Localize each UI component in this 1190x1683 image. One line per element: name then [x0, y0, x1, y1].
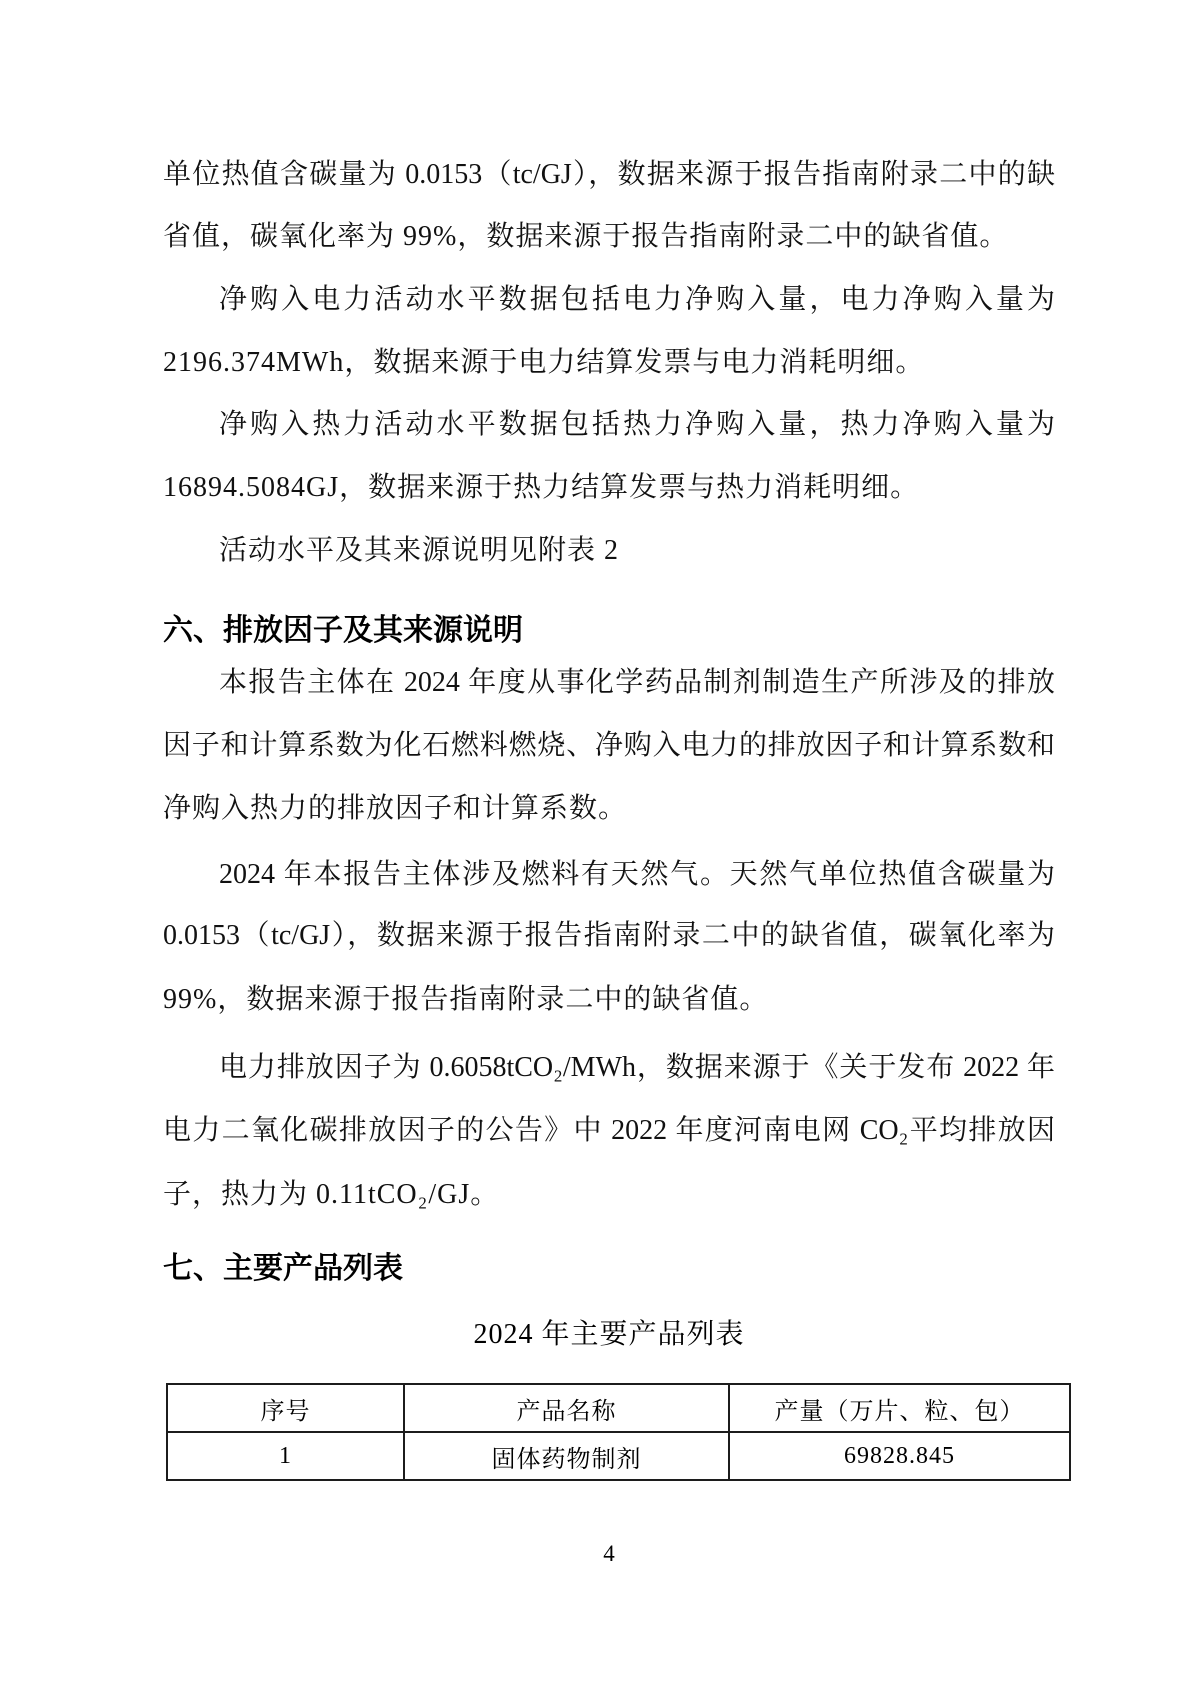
body-text-line: 因子和计算系数为化石燃料燃烧、净购入电力的排放因子和计算系数和 — [163, 730, 1055, 761]
table-row — [167, 1432, 1070, 1480]
products-table — [166, 1383, 1071, 1481]
cell-output: 69828.845 — [729, 1432, 1070, 1480]
body-text-line: 净购入热力活动水平数据包括热力净购入量，热力净购入量为 — [219, 409, 1055, 440]
body-text-line: 电力二氧化碳排放因子的公告》中 2022 年度河南电网 CO₂平均排放因 — [163, 1115, 1055, 1146]
column-header-output: 产量（万片、粒、包） — [729, 1384, 1070, 1432]
page-number: 4 — [603, 1541, 615, 1566]
body-text-line: 16894.5084GJ，数据来源于热力结算发票与热力消耗明细。 — [163, 472, 920, 503]
body-text-line: 净购入热力的排放因子和计算系数。 — [163, 793, 628, 824]
body-text-line: 2024 年本报告主体涉及燃料有天然气。天然气单位热值含碳量为 — [219, 859, 1055, 890]
body-text-line: 电力排放因子为 0.6058tCO₂/MWh，数据来源于《关于发布 2022 年 — [219, 1052, 1055, 1083]
cell-index: 1 — [167, 1432, 404, 1480]
body-text-line: 2196.374MWh，数据来源于电力结算发票与电力消耗明细。 — [163, 347, 925, 378]
section-heading-emission-factors: 六、排放因子及其来源说明 — [163, 614, 523, 647]
body-text-line: 99%，数据来源于报告指南附录二中的缺省值。 — [163, 984, 769, 1015]
body-text-line: 活动水平及其来源说明见附表 2 — [219, 535, 620, 566]
body-text-line: 子，热力为 0.11tCO₂/GJ。 — [163, 1179, 500, 1210]
table-caption: 2024 年主要产品列表 — [473, 1319, 745, 1350]
cell-name: 固体药物制剂 — [404, 1432, 729, 1480]
body-text-line: 省值，碳氧化率为 99%，数据来源于报告指南附录二中的缺省值。 — [163, 221, 1009, 252]
body-text-line: 单位热值含碳量为 0.0153（tc/GJ），数据来源于报告指南附录二中的缺 — [163, 159, 1055, 190]
body-text-line: 净购入电力活动水平数据包括电力净购入量，电力净购入量为 — [219, 284, 1055, 315]
section-heading-main-products: 七、主要产品列表 — [163, 1252, 403, 1285]
table-header-row — [167, 1384, 1070, 1432]
column-header-name: 产品名称 — [404, 1384, 729, 1432]
column-header-index: 序号 — [167, 1384, 404, 1432]
body-text-line: 0.0153（tc/GJ），数据来源于报告指南附录二中的缺省值，碳氧化率为 — [163, 920, 1055, 951]
body-text-line: 本报告主体在 2024 年度从事化学药品制剂制造生产所涉及的排放 — [219, 667, 1055, 698]
